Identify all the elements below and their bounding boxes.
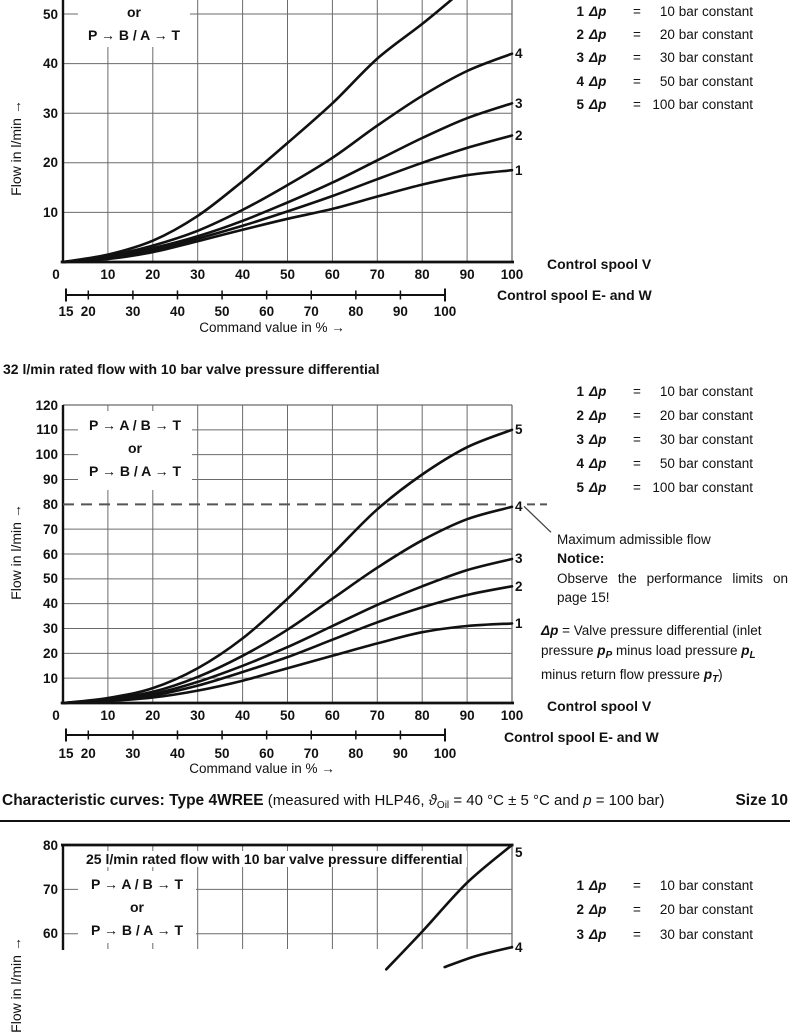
y-tick-label: 30: [42, 105, 58, 121]
delta-p-symbol: Δp: [589, 50, 607, 66]
secondary-tick-label: 30: [125, 746, 141, 761]
equals-sign: =: [633, 50, 641, 66]
heading-bold: Characteristic curves: Type 4WREE: [2, 792, 264, 809]
y-axis-label-bottom: Flow in l/min →: [8, 937, 24, 1033]
y-tick-label: 10: [42, 670, 58, 686]
equals-sign: =: [633, 407, 641, 423]
y-tick-label: 50: [42, 6, 58, 22]
theta-symbol: ϑ: [428, 792, 437, 809]
legend-value: 10 bar constant: [659, 383, 753, 399]
delta-p-symbol: Δp: [589, 431, 607, 447]
max-admissible-flow-note: Maximum admissible flow: [557, 532, 711, 547]
x-tick-label: 10: [100, 267, 116, 282]
flow-curve: [445, 947, 512, 967]
control-spool-v-label-top: Control spool V: [547, 256, 652, 272]
legend-value: 100 bar constant: [652, 479, 753, 495]
x-tick-label: 70: [369, 267, 385, 282]
curve-label-1: 1: [515, 616, 523, 632]
theta-subscript: Oil: [436, 800, 450, 811]
x-tick-label: 90: [459, 708, 475, 723]
flow-path-line: P → B / A → T: [88, 463, 182, 479]
delta-p-symbol: Δp: [589, 26, 607, 42]
equals-sign: =: [633, 26, 641, 42]
dp-definition-note: [541, 621, 793, 690]
secondary-tick-label: 50: [214, 746, 230, 761]
secondary-tick-label: 30: [125, 304, 141, 319]
notice-title: Notice:: [557, 550, 605, 566]
secondary-tick-label: 80: [348, 304, 364, 319]
legend-curve-number: 5: [576, 97, 584, 113]
legend-row: [560, 877, 756, 894]
x-tick-label: 100: [500, 267, 524, 282]
delta-p-symbol: Δp: [589, 3, 607, 19]
x-tick-label: 30: [190, 267, 206, 282]
legend-curve-number: 3: [576, 926, 584, 942]
flow-path-box-top: [78, 0, 190, 47]
secondary-tick-label: 60: [259, 304, 275, 319]
legend-value: 50 bar constant: [659, 455, 753, 471]
x-tick-label: 50: [279, 267, 296, 282]
x-axis-label-top: Command value in % →: [199, 320, 345, 335]
x-tick-label: 0: [52, 267, 60, 282]
x-tick-label: 60: [324, 708, 340, 723]
flow-path-line: P → A / B → T: [90, 876, 184, 892]
delta-p-symbol: Δp: [589, 73, 607, 89]
secondary-tick-label: 40: [169, 746, 185, 761]
legend-row: [560, 49, 756, 66]
secondary-tick-label: 70: [303, 746, 319, 761]
secondary-tick-label: 60: [259, 746, 275, 761]
y-tick-label: 110: [36, 422, 58, 438]
y-tick-label: 120: [35, 397, 58, 413]
control-spool-ew-label-top: Control spool E- and W: [497, 287, 652, 303]
flow-path-box-bottom: [78, 871, 196, 943]
x-tick-label: 90: [459, 267, 475, 282]
flow-path-line: or: [130, 899, 144, 915]
legend-row: [560, 96, 756, 113]
secondary-tick-label: 15: [58, 304, 74, 319]
curve-label-2: 2: [515, 128, 523, 144]
x-tick-label: 80: [414, 708, 430, 723]
x-tick-label: 0: [52, 708, 60, 723]
curve-label-4: 4: [515, 46, 523, 62]
equals-sign: =: [633, 455, 641, 471]
x-tick-label: 100: [500, 708, 524, 723]
legend-row: [560, 407, 756, 424]
equals-sign: =: [633, 383, 641, 399]
legend-value: 30 bar constant: [659, 926, 753, 942]
notice-body: Observe the performance limits on page 15!: [557, 571, 788, 605]
delta-p-symbol: Δp: [589, 877, 607, 893]
control-spool-ew-label-middle: Control spool E- and W: [504, 729, 659, 745]
y-tick-label: 80: [42, 837, 58, 853]
secondary-tick-label: 15: [58, 746, 74, 761]
flow-path-line: P → B / A → T: [90, 922, 184, 938]
x-tick-label: 40: [235, 267, 251, 282]
curve-label-4: 4: [515, 939, 523, 955]
y-tick-label: 90: [42, 472, 58, 487]
legend-value: 100 bar constant: [652, 97, 753, 113]
equals-sign: =: [633, 479, 641, 495]
legend-value: 50 bar constant: [659, 73, 753, 89]
equals-sign: =: [633, 97, 641, 113]
legend-row: [560, 901, 756, 918]
control-spool-v-label-middle: Control spool V: [547, 698, 652, 714]
legend-value: 10 bar constant: [659, 877, 753, 893]
equals-sign: =: [633, 926, 641, 942]
secondary-tick-label: 90: [392, 304, 408, 319]
y-tick-label: 10: [42, 204, 58, 220]
secondary-tick-label: 50: [214, 304, 230, 319]
x-axis-label-middle: Command value in % →: [189, 761, 335, 776]
delta-p-symbol: Δp: [589, 902, 607, 917]
curve-label-5: 5: [515, 422, 523, 438]
y-tick-label: 30: [42, 621, 58, 636]
flow-path-line: or: [127, 4, 141, 20]
legend-curve-number: 1: [576, 3, 584, 19]
legend-value: 10 bar constant: [659, 3, 753, 19]
legend-row: [560, 455, 756, 472]
legend-value: 30 bar constant: [659, 431, 753, 447]
delta-p-symbol: Δp: [589, 455, 607, 471]
x-tick-label: 30: [190, 708, 206, 723]
y-tick-label: 40: [42, 596, 58, 612]
x-tick-label: 10: [100, 708, 116, 723]
equals-sign: =: [633, 431, 641, 447]
curve-label-5: 5: [515, 844, 523, 860]
pressure-symbol: p: [583, 792, 592, 809]
legend-row: [560, 926, 756, 943]
y-tick-label: 70: [42, 521, 58, 537]
equals-sign: =: [633, 877, 641, 893]
flow-path-line: or: [128, 440, 142, 456]
y-tick-label: 70: [42, 881, 58, 897]
x-tick-label: 50: [279, 708, 296, 723]
secondary-tick-label: 90: [392, 746, 408, 761]
y-tick-label: 100: [35, 447, 58, 463]
secondary-tick-label: 100: [433, 304, 457, 319]
x-tick-label: 80: [414, 267, 430, 282]
secondary-tick-label: 20: [80, 304, 96, 319]
legend-row: [560, 383, 756, 400]
size-label: Size 10: [735, 792, 788, 809]
legend-row: [560, 26, 756, 43]
section-heading-text: Characteristic curves: Type 4WREE (measured with HLP46, $ϑ_{Oil} = 40$ °C ± 5 °C and p = 100 bar): [2, 792, 665, 811]
secondary-tick-label: 40: [169, 304, 185, 319]
x-tick-label: 20: [145, 267, 161, 282]
x-tick-label: 70: [369, 708, 385, 723]
y-axis-label-middle: Flow in l/min →: [8, 504, 24, 600]
legend-row: [560, 431, 756, 448]
y-tick-label: 60: [42, 926, 58, 942]
curve-label-3: 3: [515, 95, 523, 111]
legend-curve-number: 2: [576, 26, 584, 42]
section-heading: [0, 792, 790, 822]
x-tick-label: 20: [145, 708, 161, 723]
curve-label-1: 1: [515, 162, 523, 178]
legend-value: 20 bar constant: [659, 407, 753, 423]
y-tick-label: 80: [42, 496, 58, 512]
x-tick-label: 40: [235, 708, 251, 723]
secondary-tick-label: 100: [433, 746, 457, 761]
y-tick-label: 40: [42, 56, 58, 72]
legend-value: 20 bar constant: [659, 26, 753, 42]
y-tick-label: 20: [42, 645, 58, 661]
chart-title-bottom: 25 l/min rated flow with 10 bar valve pressure differential: [82, 851, 467, 867]
delta-p-symbol: Δp: [589, 383, 607, 399]
legend-row: [560, 3, 756, 20]
y-tick-label: 20: [42, 155, 58, 171]
secondary-tick-label: 80: [348, 746, 364, 761]
legend-curve-number: 4: [576, 73, 584, 89]
dp-note-line: pressure $p_P$ minus load pressure $p_L$: [541, 642, 756, 661]
x-tick-label: 60: [324, 267, 340, 282]
y-tick-label: 50: [42, 571, 58, 587]
flow-path-box-middle: [78, 411, 192, 490]
flow-path-line: P → A / B → T: [88, 417, 182, 433]
legend-row: [560, 73, 756, 90]
equals-sign: =: [633, 73, 641, 89]
chart-title-middle: 32 l/min rated flow with 10 bar valve pressure differential: [3, 361, 380, 377]
legend-curve-number: 2: [576, 902, 584, 917]
secondary-tick-label: 20: [80, 746, 96, 761]
legend-curve-number: 5: [576, 479, 584, 495]
curve-label-4: 4: [515, 499, 523, 515]
y-tick-label: 60: [42, 546, 58, 562]
equals-sign: =: [633, 3, 641, 19]
flow-path-line: P → B / A → T: [87, 27, 181, 43]
legend-curve-number: 4: [576, 455, 584, 471]
equals-sign: =: [633, 902, 641, 917]
legend-curve-number: 1: [576, 877, 584, 893]
legend-value: 30 bar constant: [659, 50, 753, 66]
legend-curve-number: 2: [576, 407, 584, 423]
delta-p-symbol: Δp: [589, 97, 607, 113]
legend-curve-number: 3: [576, 50, 584, 66]
legend-row: [560, 479, 756, 496]
dp-note-line: Δp = Valve pressure differential (inlet: [541, 623, 762, 638]
legend-curve-number: 1: [576, 383, 584, 399]
curve-label-2: 2: [515, 578, 523, 594]
dp-note-line: minus return flow pressure $p_T$): [541, 667, 723, 685]
delta-p-symbol: Δp: [589, 926, 607, 942]
y-axis-label-top: Flow in l/min →: [8, 100, 24, 196]
legend-value: 20 bar constant: [659, 902, 753, 917]
secondary-tick-label: 70: [303, 304, 319, 319]
delta-p-symbol: Δp: [589, 407, 607, 423]
legend-curve-number: 3: [576, 431, 584, 447]
curve-label-3: 3: [515, 551, 523, 567]
delta-p-symbol: Δp: [589, 479, 607, 495]
